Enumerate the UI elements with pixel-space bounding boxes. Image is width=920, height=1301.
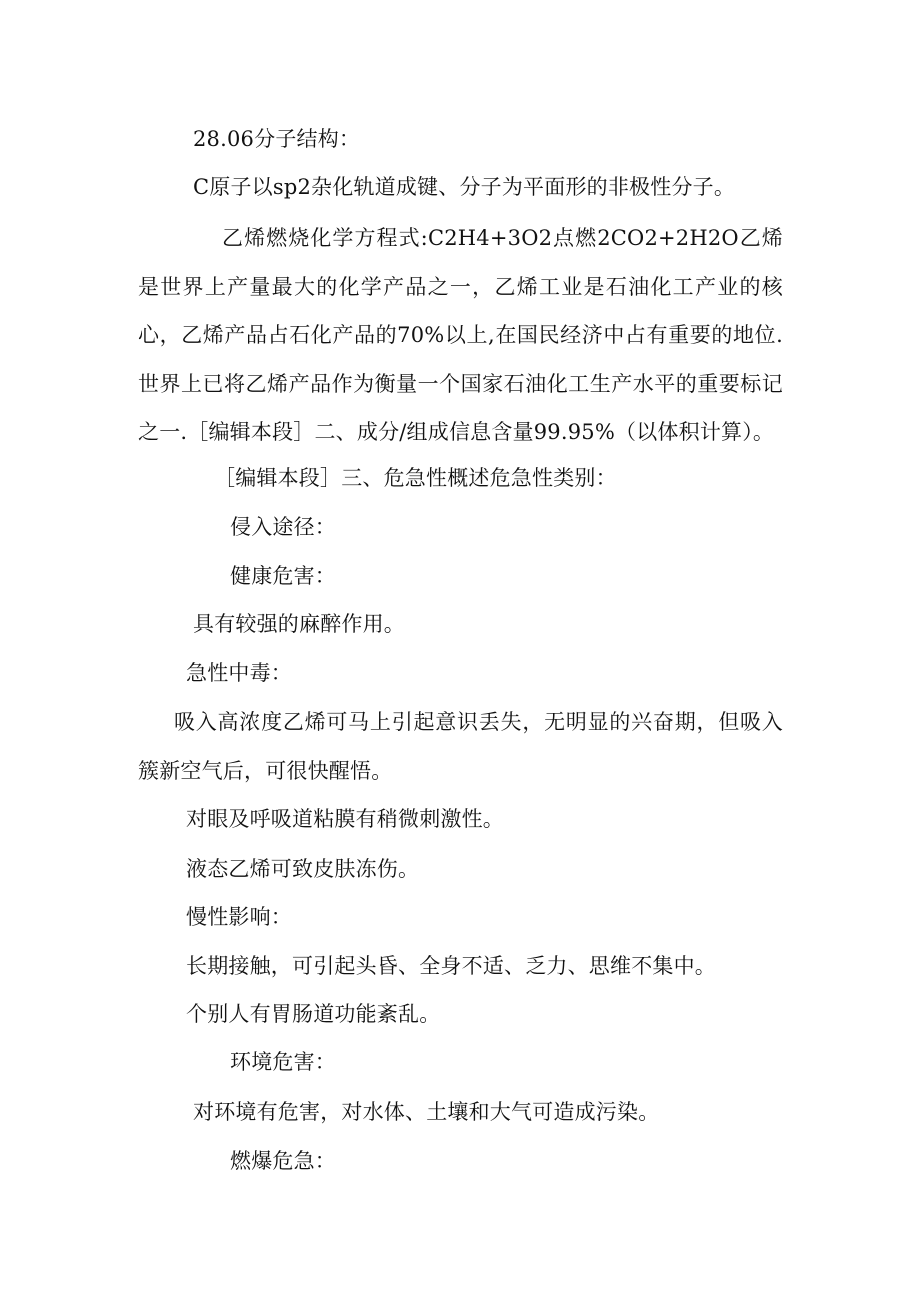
text-line: 急性中毒： [186, 661, 292, 685]
text-line: 具有较强的麻醉作用。 [193, 612, 405, 636]
text-line: 燃爆危急： [230, 1149, 336, 1173]
paragraph-combustion: 乙烯燃烧化学方程式:C2H4+3O2点燃2CO2+2H2O乙烯是世界上产量最大的化学产品之一，乙烯工业是石油化工产业的核心，乙烯产品占石化产品的70%以上,在国民经济中占有重要的地位.世界上已将乙烯产品作为衡量一个国家石油化工生产水平的重要标记之一.［编辑本段］二、成分/组成信息含量99.95%（以体积计算）。 [138, 226, 783, 444]
text-line: 环境危害： [230, 1050, 336, 1074]
text-line: 长期接触，可引起头昏、全身不适、乏力、思维不集中。 [186, 954, 716, 978]
text-line: 液态乙烯可致皮肤冻伤。 [186, 857, 420, 881]
text-line: 个别人有胃肠道功能紊乱。 [186, 1002, 441, 1026]
text-line: C原子以sp2杂化轨道成键、分子为平面形的非极性分子。 [193, 175, 736, 199]
text-line: 侵入途径： [230, 515, 336, 539]
text-line: 慢性影响： [186, 905, 292, 929]
text-line: 对环境有危害，对水体、土壤和大气可造成污染。 [193, 1100, 660, 1124]
paragraph-acute-poisoning: 吸入高浓度乙烯可马上引起意识丢失，无明显的兴奋期，但吸入簇新空气后，可很快醒悟。 [138, 710, 783, 783]
section-heading-molecular-structure: 28.06分子结构： [193, 127, 361, 151]
text-line: 健康危害： [230, 564, 336, 588]
section-heading-hazard-overview: ［编辑本段］三、危急性概述危急性类别： [214, 466, 617, 490]
text-line: 对眼及呼吸道粘膜有稍微刺激性。 [186, 807, 504, 831]
